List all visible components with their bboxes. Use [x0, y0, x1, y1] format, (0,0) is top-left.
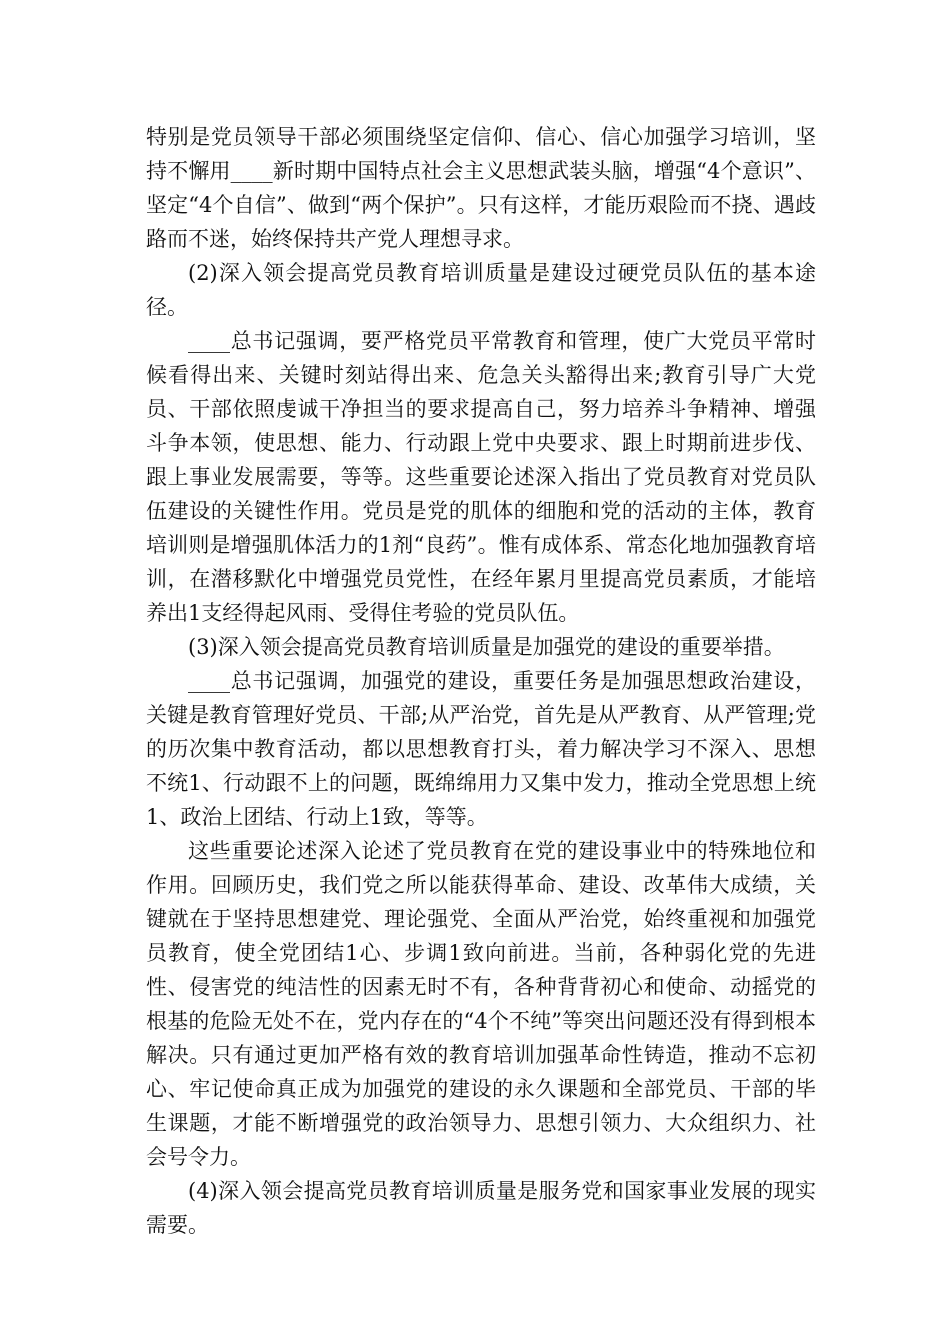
document-body: [146, 120, 816, 1242]
section-heading-3: (3)深入领会提高党员教育培训质量是加强党的建设的重要举措。: [188, 635, 785, 659]
section-heading-2: (2)深入领会提高党员教育培训质量是建设过硬党员队伍的基本途径。: [146, 261, 816, 319]
section-heading-4: (4)深入领会提高党员教育培训质量是服务党和国家事业发展的现实需要。: [146, 1179, 816, 1237]
paragraph-3: ____总书记强调，要严格党员平常教育和管理，使广大党员平常时候看得出来、关键时刻站得出来、危急关头豁得出来;教育引导广大党员、干部依照虔诚干净担当的要求提高自己，努力培养斗争精神、增强斗争本领，使思想、能力、行动跟上党中央要求、跟上时期前进步伐、跟上事业发展需要，等等。这些重要论述深入指出了党员教育对党员队伍建设的关键性作用。党员是党的肌体的细胞和党的活动的主体，教育培训则是增强肌体活力的1剂“良药”。惟有成体系、常态化地加强教育培训，在潜移默化中增强党员党性，在经年累月里提高党员素质，才能培养出1支经得起风雨、受得住考验的党员队伍。: [146, 329, 816, 625]
paragraph-6: 这些重要论述深入论述了党员教育在党的建设事业中的特殊地位和作用。回顾历史，我们党之所以能获得革命、建设、改革伟大成绩，关键就在于坚持思想建党、理论强党、全面从严治党，始终重视和加强党员教育，使全党团结1心、步调1致向前进。当前，各种弱化党的先进性、侵害党的纯洁性的因素无时不有，各种背背初心和使命、动摇党的根基的危险无处不在，党内存在的“4个不纯”等突出问题还没有得到根本解决。只有通过更加严格有效的教育培训加强革命性铸造，推动不忘初心、牢记使命真正成为加强党的建设的永久课题和全部党员、干部的毕生课题，才能不断增强党的政治领导力、思想引领力、大众组织力、社会号令力。: [146, 839, 816, 1169]
paragraph-5: ____总书记强调，加强党的建设，重要任务是加强思想政治建设，关键是教育管理好党员、干部;从严治党，首先是从严教育、从严管理;党的历次集中教育活动，都以思想教育打头，着力解决学习不深入、思想不统1、行动跟不上的问题，既绵绵用力又集中发力，推动全党思想上统1、政治上团结、行动上1致，等等。: [146, 669, 816, 829]
paragraph-1: 特别是党员领导干部必须围绕坚定信仰、信心、信心加强学习培训，坚持不懈用____新时期中国特点社会主义思想武装头脑，增强“4个意识”、坚定“4个自信”、做到“两个保护”。只有这样，才能历艰险而不挠、遇歧路而不迷，始终保持共产党人理想寻求。: [146, 125, 816, 251]
